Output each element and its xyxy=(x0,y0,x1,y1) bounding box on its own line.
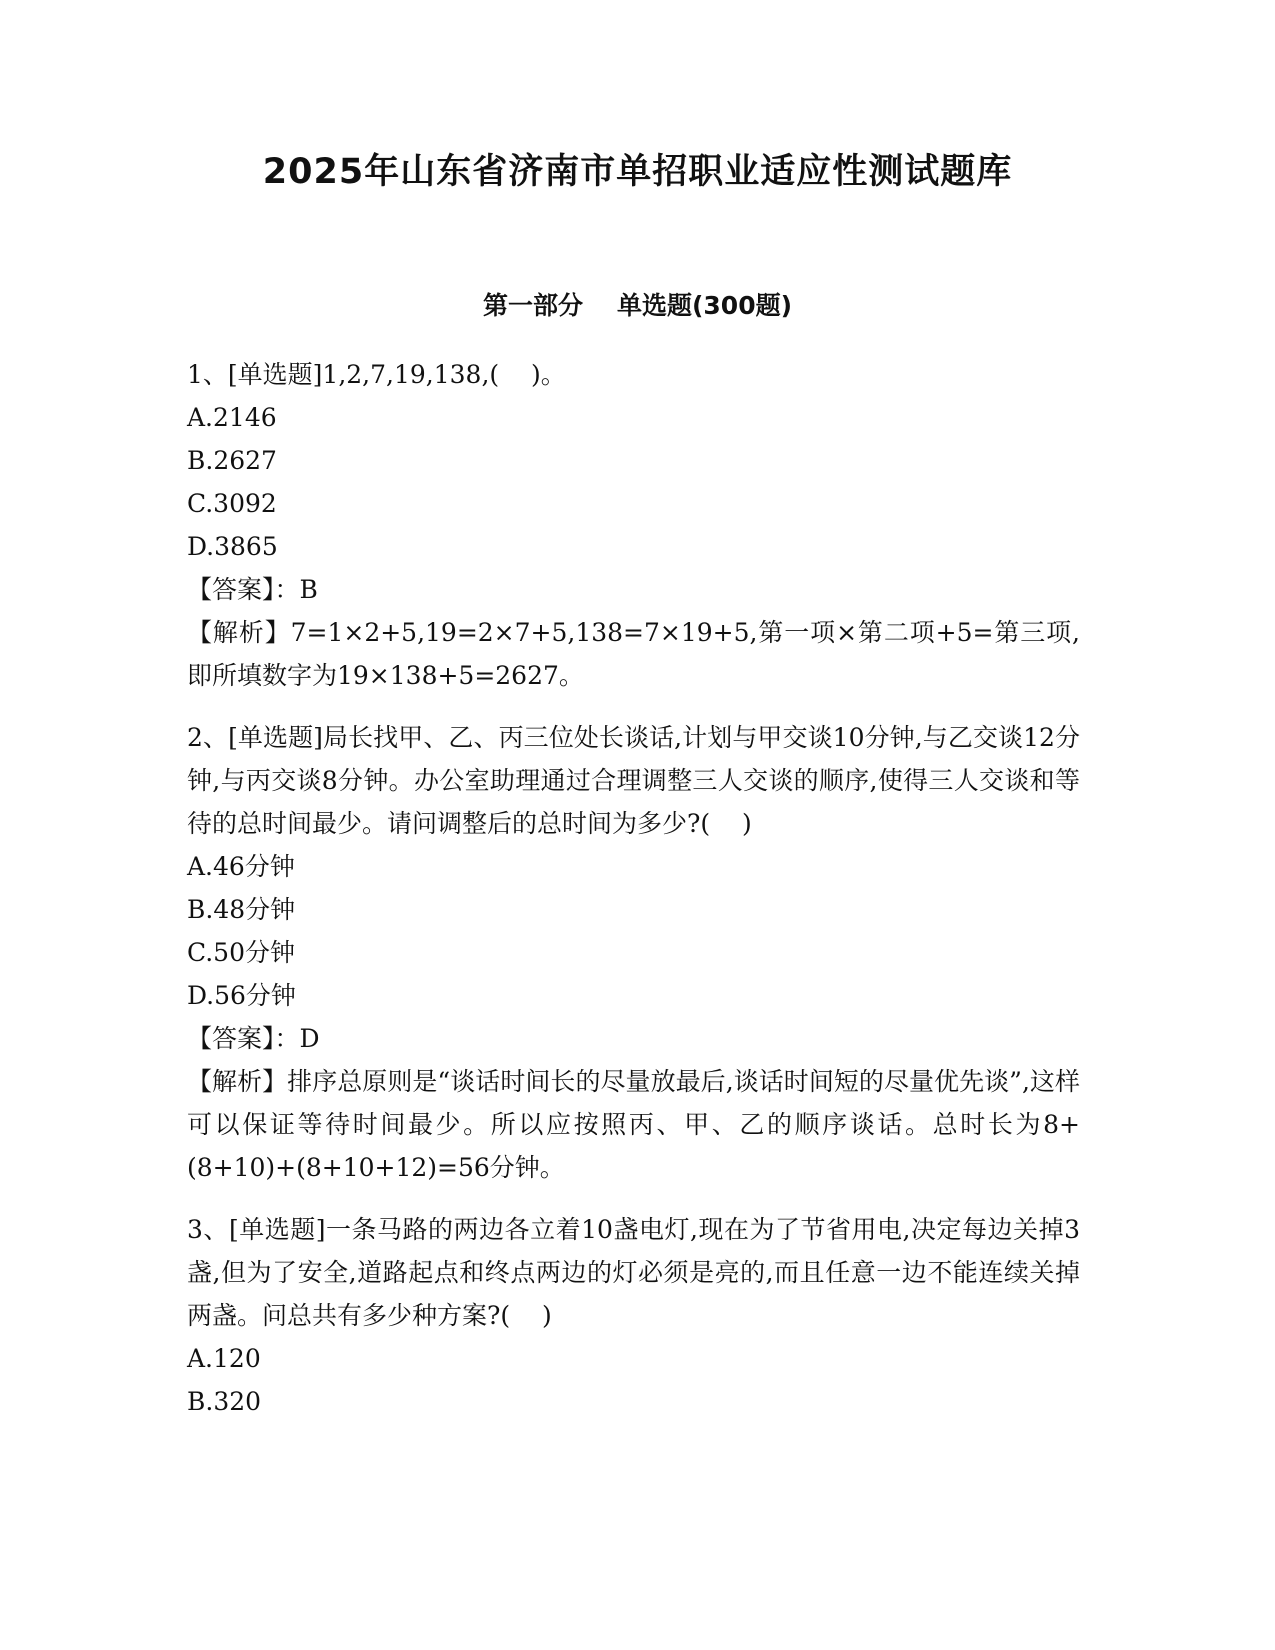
explanation-line xyxy=(187,1060,1080,1189)
section-name: 单选题(300题) xyxy=(616,291,793,320)
explanation-label: 【解析】 xyxy=(187,1067,288,1096)
option-b: B.48分钟 xyxy=(187,895,296,924)
question-type-tag: [单选题] xyxy=(227,360,323,389)
option-a: A.120 xyxy=(187,1344,261,1373)
question-text: 一条马路的两边各立着10盏电灯,现在为了节省用电,决定每边关掉3盏,但为了安全,道路起点和终点两边的灯必须是亮的,而且任意一边不能连续关掉两盏。问总共有多少种方案?( ) xyxy=(187,1215,1080,1330)
option-b: B.320 xyxy=(187,1387,262,1416)
section-part: 第一部分 xyxy=(482,291,583,320)
explanation-text: 排序总原则是“谈话时间长的尽量放最后,谈话时间短的尽量优先谈”,这样可以保证等待时间最少。所以应按照丙、甲、乙的顺序谈话。总时长为8+(8+10)+(8+10+12)=56分钟。 xyxy=(187,1067,1080,1182)
question-number: 1、 xyxy=(187,360,228,389)
answer-value: B xyxy=(299,575,318,604)
question-list xyxy=(187,353,1080,1423)
explanation-label: 【解析】 xyxy=(187,618,291,647)
question-text: 局长找甲、乙、丙三位处长谈话,计划与甲交谈10分钟,与乙交谈12分钟,与丙交谈8分钟。办公室助理通过合理调整三人交谈的顺序,使得三人交谈和等待的总时间最少。请问调整后的总时间为多少?( ) xyxy=(187,723,1080,838)
option-c: C.3092 xyxy=(187,489,277,518)
question-number: 3、 xyxy=(187,1215,229,1244)
explanation-line xyxy=(187,611,1080,697)
question-text: 1,2,7,19,138,( )。 xyxy=(322,360,566,389)
answer-label: 【答案】： xyxy=(187,1024,300,1053)
question-1 xyxy=(187,353,1080,697)
question-type-tag: [单选题] xyxy=(228,723,323,752)
option-a: A.2146 xyxy=(187,403,277,432)
option-a: A.46分钟 xyxy=(187,852,295,881)
answer-label: 【答案】： xyxy=(187,575,300,604)
answer-line xyxy=(187,568,1080,611)
answer-value: D xyxy=(299,1024,320,1053)
question-3 xyxy=(187,1208,1080,1423)
option-c: C.50分钟 xyxy=(187,938,295,967)
document-title: 2025年山东省济南市单招职业适应性测试题库 xyxy=(262,152,1013,192)
option-d: D.3865 xyxy=(187,532,278,561)
option-d: D.56分钟 xyxy=(187,981,296,1010)
question-stem xyxy=(187,716,1080,845)
option-b: B.2627 xyxy=(187,446,277,475)
explanation-text: 7=1×2+5,19=2×7+5,138=7×19+5,第一项×第二项+5=第三项,即所填数字为19×138+5=2627。 xyxy=(187,618,1080,690)
answer-line xyxy=(187,1017,1080,1060)
question-2 xyxy=(187,716,1080,1189)
question-number: 2、 xyxy=(187,723,229,752)
section-title xyxy=(0,288,1275,324)
question-stem xyxy=(187,353,1080,396)
question-stem xyxy=(187,1208,1080,1337)
question-type-tag: [单选题] xyxy=(228,1215,326,1244)
